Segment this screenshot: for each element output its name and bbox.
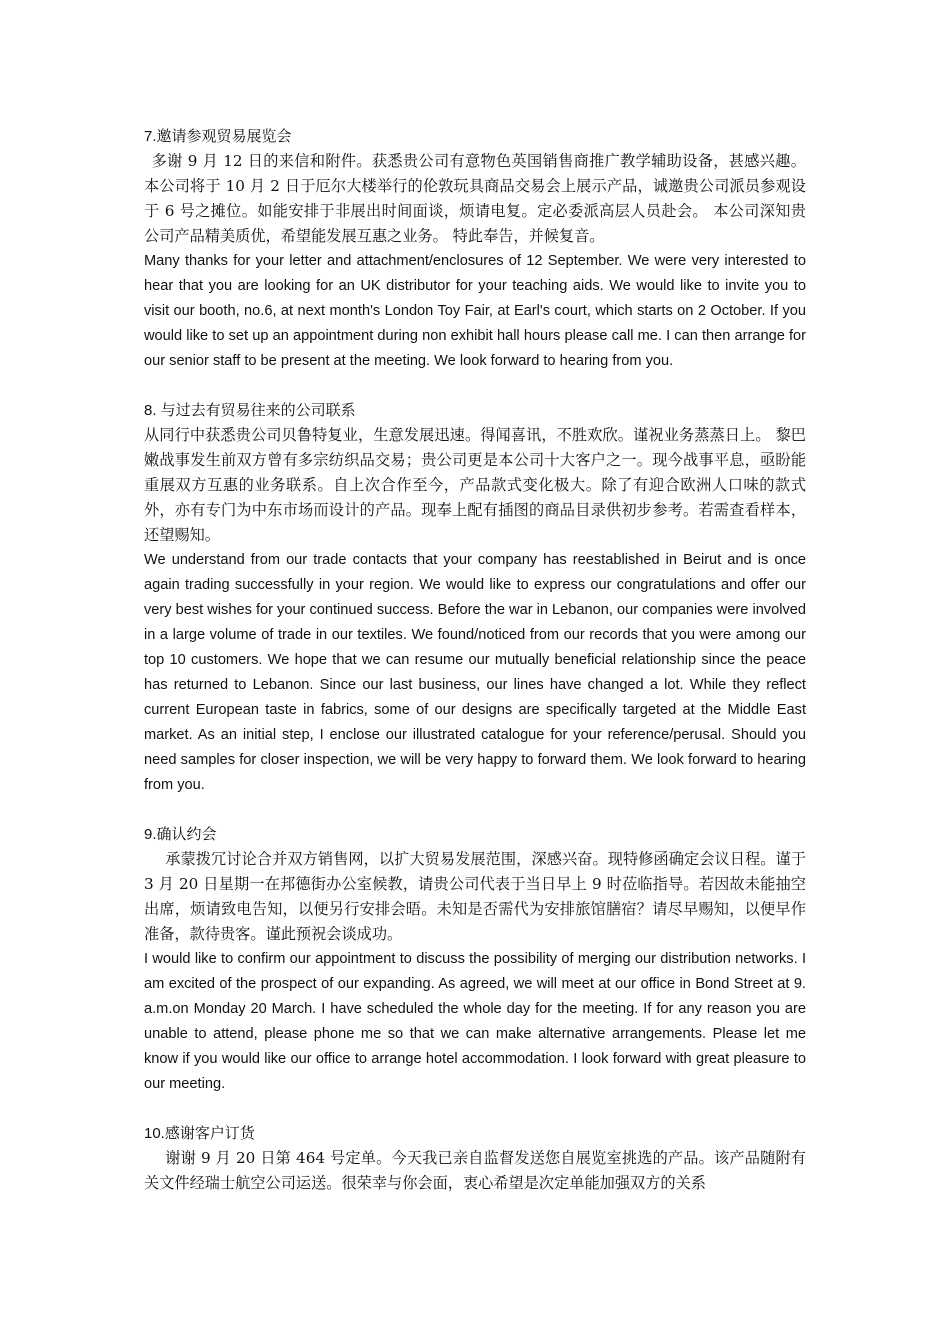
chinese-paragraph: 谢谢 9 月 20 日第 464 号定单。今天我已亲自监督发送您自展览室挑选的产品。该产品随附有关文件经瑞士航空公司运送。很荣幸与你会面，衷心希望是次定单能加强双方的关系 — [144, 1149, 806, 1192]
chinese-paragraph: 从同行中获悉贵公司贝鲁特复业，生意发展迅速。得闻喜讯，不胜欢欣。谨祝业务蒸蒸日上。 黎巴嫩战事发生前双方曾有多宗纺织品交易；贵公司更是本公司十大客户之一。现今战事平息，亟盼能重展双方互惠的业务联系。自上次合作至今，产品款式变化极大。除了有迎合欧洲人口味的款式外，亦有专门为中东市场而设计的产品。现奉上配有插图的商品目录供初步参考。若需查看样本，还望赐知。 — [144, 426, 806, 544]
chinese-paragraph: 承蒙拨冗讨论合并双方销售网，以扩大贸易发展范围，深感兴奋。现特修函确定会议日程。谨于 3 月 20 日星期一在邦德街办公室候教，请贵公司代表于当日早上 9 时莅临指导。若因故未能抽空出席，烦请致电告知，以便另行安排会晤。未知是否需代为安排旅馆膳宿？请尽早赐知，以便早作准备，款待贵客。谨此预祝会谈成功。 — [144, 850, 806, 943]
chinese-paragraph: 多谢 9 月 12 日的来信和附件。获悉贵公司有意物色英国销售商推广教学辅助设备，甚感兴趣。 本公司将于 10 月 2 日于厄尔大楼举行的伦敦玩具商品交易会上展示产品，诚邀贵公司派员参观设于 6 号之摊位。如能安排于非展出时间面谈，烦请电复。定必委派高层人员赴会。 本公司深知贵公司产品精美质优，希望能发展互惠之业务。 特此奉告，并候复音。 — [144, 152, 806, 245]
section-7 — [144, 124, 806, 374]
section-heading: 10.感谢客户订货 — [144, 1125, 255, 1142]
english-paragraph: I would like to confirm our appointment to discuss the possibility of merging our distribution networks. I am excited of the prospect of our expanding. As agreed, we will meet at our office in Bond Street at 9. a.m.on Monday 20 March. I have scheduled the whole day for the meeting. If for any reason you are unable to attend, please phone me so that we can make alternative arrangements. Please let me know if you would like our office to arrange hotel accommodation. I look forward with great pleasure to our meeting. — [144, 951, 806, 1092]
section-heading: 7.邀请参观贸易展览会 — [144, 128, 292, 145]
section-9 — [144, 822, 806, 1097]
section-10 — [144, 1121, 806, 1196]
section-heading: 9.确认约会 — [144, 826, 217, 843]
section-8 — [144, 398, 806, 798]
document-page — [144, 124, 806, 1220]
english-paragraph: Many thanks for your letter and attachment/enclosures of 12 September. We were very interested to hear that you are looking for an UK distributor for your teaching aids. We would like to invite you to visit our booth, no.6, at next month's London Toy Fair, at Earl's court, which starts on 2 October. If you would like to set up an appointment during non exhibit hall hours please call me. I can then arrange for our senior staff to be present at the meeting. We look forward to hearing from you. — [144, 253, 806, 369]
english-paragraph: We understand from our trade contacts that your company has reestablished in Beirut and is once again trading successfully in your region. We would like to express our congratulations and offer our very best wishes for your continued success. Before the war in Lebanon, our companies were involved in a large volume of trade in our textiles. We found/noticed from our records that you were among our top 10 customers. We hope that we can resume our mutually beneficial relationship since the peace has returned to Lebanon. Since our last business, our lines have changed a lot. While they reflect current European taste in fabrics, some of our designs are specifically targeted at the Middle East market. As an initial step, I enclose our illustrated catalogue for your reference/perusal. Should you need samples for closer inspection, we will be very happy to forward them. We look forward to hearing from you. — [144, 552, 806, 793]
section-heading: 8. 与过去有贸易往来的公司联系 — [144, 402, 356, 419]
